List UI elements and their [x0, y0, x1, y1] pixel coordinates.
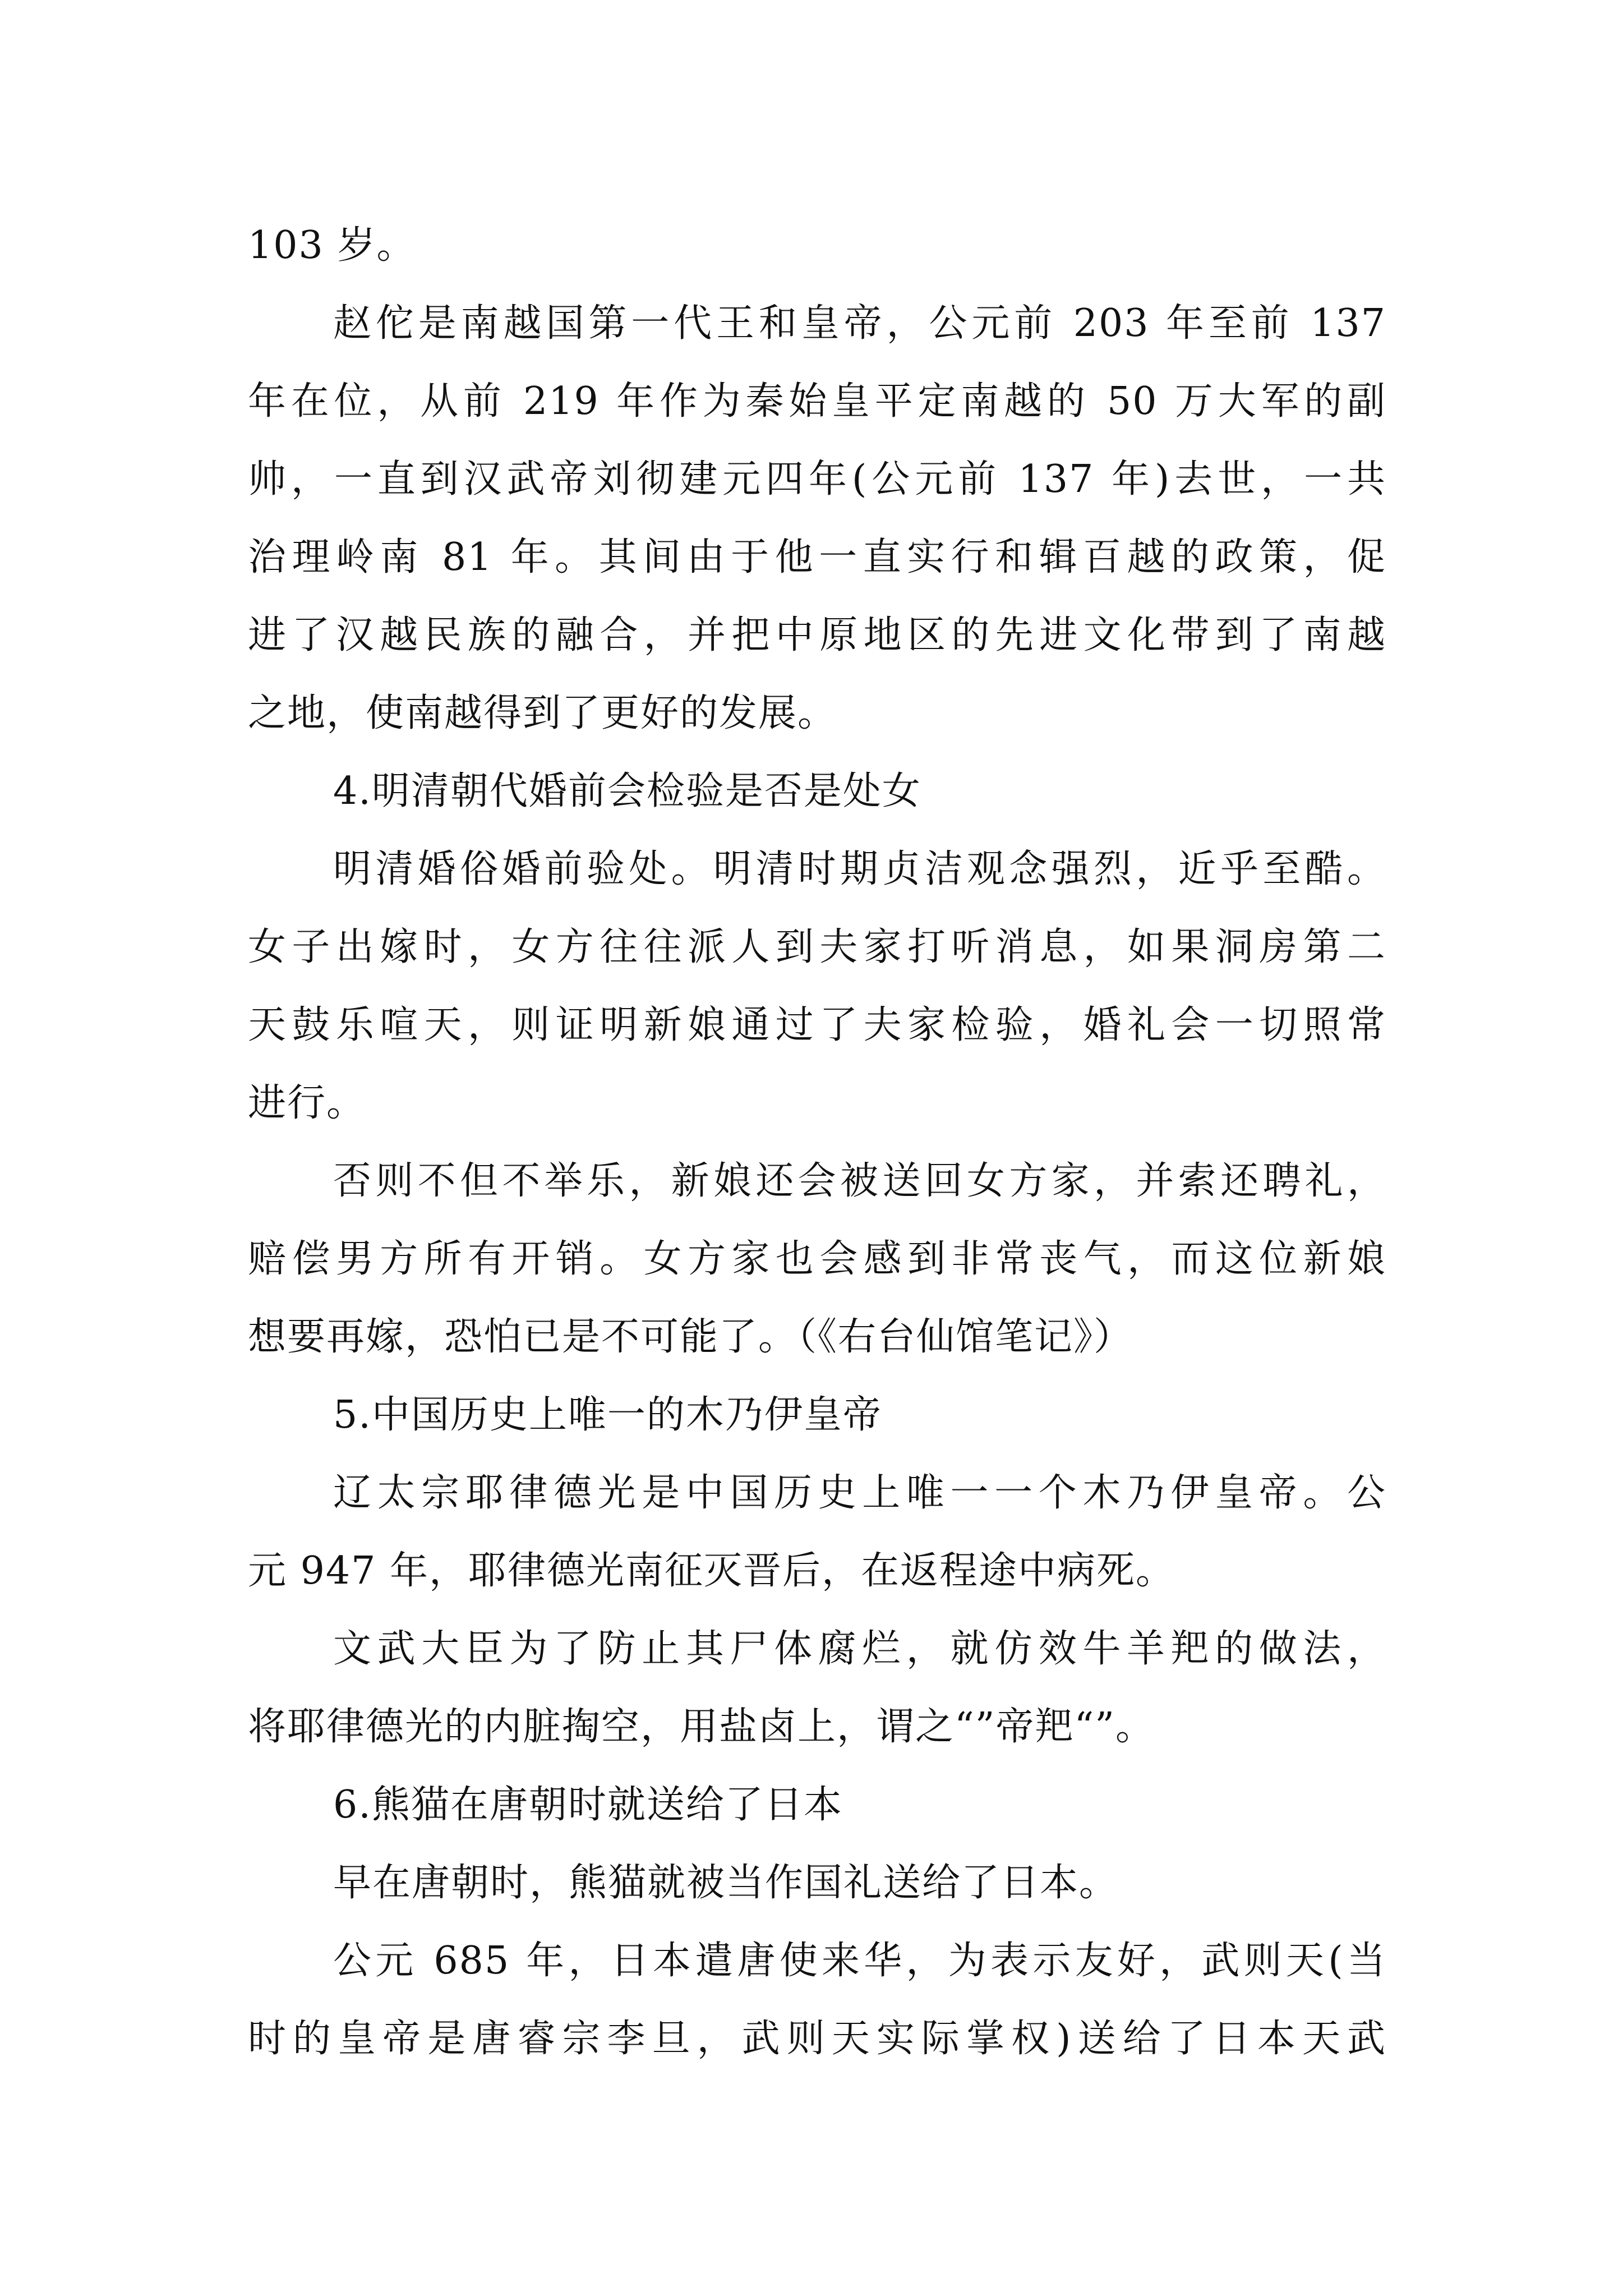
text-line: 治理岭南 81 年。其间由于他一直实行和辑百越的政策，促 — [248, 535, 1386, 579]
text-line: 女子出嫁时，女方往往派人到夫家打听消息，如果洞房第二 — [248, 925, 1386, 969]
text-line: 想要再嫁，恐怕已是不可能了。（《右台仙馆笔记》） — [248, 1315, 1133, 1359]
section-heading: 6.熊猫在唐朝时就送给了日本 — [333, 1783, 843, 1827]
text-line: 元 947 年，耶律德光南征灭晋后，在返程途中病死。 — [248, 1549, 1175, 1593]
paragraph-line: 辽太宗耶律德光是中国历史上唯一一个木乃伊皇帝。公 — [333, 1471, 1386, 1515]
text-line: 进行。 — [248, 1081, 366, 1125]
paragraph-line: 早在唐朝时，熊猫就被当作国礼送给了日本。 — [333, 1861, 1119, 1905]
text-line: 年在位，从前 219 年作为秦始皇平定南越的 50 万大军的副 — [248, 379, 1386, 424]
paragraph-line: 赵佗是南越国第一代王和皇帝，公元前 203 年至前 137 — [333, 301, 1386, 346]
text-line: 进了汉越民族的融合，并把中原地区的先进文化带到了南越 — [248, 613, 1386, 657]
text-line: 帅，一直到汉武帝刘彻建元四年(公元前 137 年)去世，一共 — [248, 457, 1386, 501]
text-line: 将耶律德光的内脏掏空，用盐卤上，谓之“”帝羓“”。 — [248, 1705, 1155, 1749]
section-heading: 5.中国历史上唯一的木乃伊皇帝 — [333, 1393, 882, 1437]
paragraph-line: 文武大臣为了防止其尸体腐烂，就仿效牛羊羓的做法， — [333, 1627, 1386, 1671]
text-line: 时的皇帝是唐睿宗李旦，武则天实际掌权)送给了日本天武 — [248, 2017, 1386, 2061]
document-page — [248, 206, 1386, 2078]
paragraph-line: 否则不但不举乐，新娘还会被送回女方家，并索还聘礼， — [333, 1159, 1386, 1203]
text-line: 赔偿男方所有开销。女方家也会感到非常丧气，而这位新娘 — [248, 1237, 1386, 1281]
paragraph-line: 明清婚俗婚前验处。明清时期贞洁观念强烈，近乎至酷。 — [333, 847, 1386, 891]
text-line: 天鼓乐喧天，则证明新娘通过了夫家检验，婚礼会一切照常 — [248, 1003, 1386, 1047]
paragraph-line: 公元 685 年，日本遣唐使来华，为表示友好，武则天(当 — [333, 1939, 1386, 1983]
section-heading: 4.明清朝代婚前会检验是否是处女 — [333, 769, 921, 813]
text-line: 103 岁。 — [248, 223, 416, 268]
text-line: 之地，使南越得到了更好的发展。 — [248, 691, 837, 735]
